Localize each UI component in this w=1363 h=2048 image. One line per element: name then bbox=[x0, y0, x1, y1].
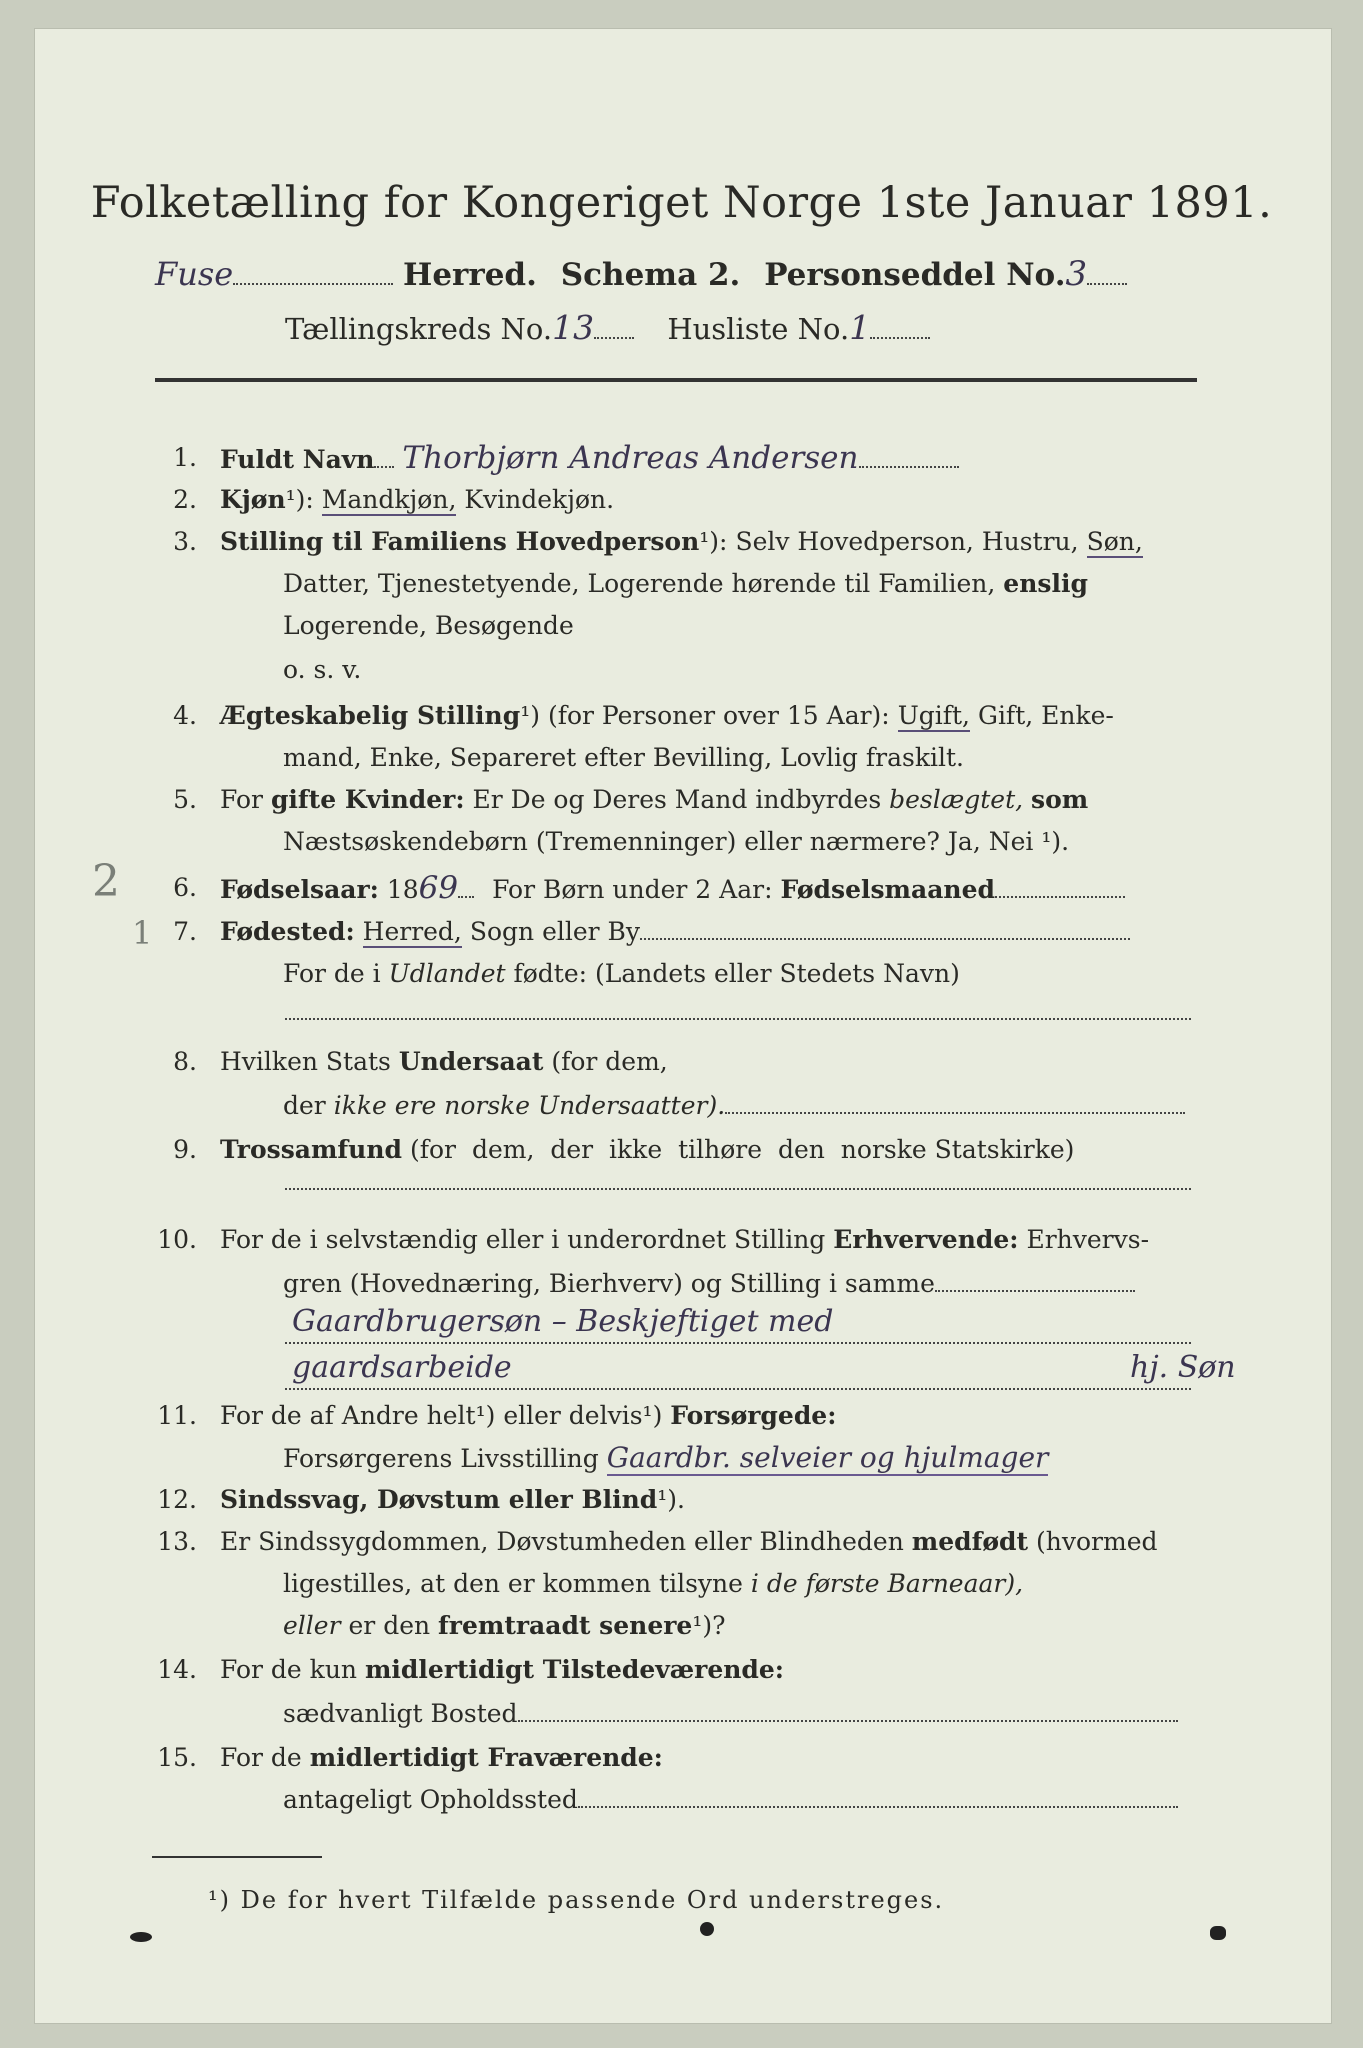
footnote: ¹) De for hvert Tilfælde passende Ord understreges. bbox=[208, 1886, 945, 1914]
header-line-1 bbox=[155, 254, 1127, 295]
ink-blot-right bbox=[1210, 1926, 1226, 1940]
q10-line-2 bbox=[283, 1266, 1135, 1302]
q7-margin-mark: 1 bbox=[132, 914, 153, 952]
q10-number: 10. bbox=[157, 1225, 197, 1254]
q6-number: 6. bbox=[173, 873, 197, 902]
q10-answer-underline-1 bbox=[285, 1342, 1191, 1344]
q4-option-ugift: Ugift, bbox=[897, 701, 971, 730]
q11-answer-value: Gaardbr. selveier og hjulmager bbox=[606, 1441, 1049, 1474]
q7-line-2-a: For de i bbox=[283, 959, 381, 988]
q14-number: 14. bbox=[157, 1655, 197, 1684]
q13-line-3-text: er den bbox=[348, 1611, 431, 1640]
q1-name-value: Thorbjørn Andreas Andersen bbox=[402, 440, 859, 476]
q13-line-3-end: ¹)? bbox=[692, 1611, 726, 1640]
q6-birth-year-value: 69 bbox=[418, 870, 459, 906]
q7-text: Sogn eller By bbox=[469, 917, 641, 946]
q9-label: Trossamfund bbox=[220, 1135, 403, 1164]
q15-line-2 bbox=[283, 1782, 1178, 1818]
q11-label: Forsørgede: bbox=[670, 1401, 837, 1430]
q5-label: gifte Kvinder: bbox=[270, 785, 465, 814]
q4-options: Gift, Enke- bbox=[977, 701, 1114, 730]
q6-fodselsmaaned-label: Fødselsmaaned bbox=[780, 875, 995, 904]
q11-sup-2: ¹) bbox=[642, 1401, 663, 1430]
q1-number: 1. bbox=[173, 443, 197, 472]
q13-line-2-italic: i de første Barneaar), bbox=[750, 1569, 1024, 1598]
q9-text: (for dem, der ikke tilhøre den norske bbox=[409, 1135, 927, 1164]
q11-line-2 bbox=[283, 1440, 1048, 1477]
personseddel-value: 3 bbox=[1065, 254, 1088, 294]
q8-label: Undersaat bbox=[398, 1047, 544, 1076]
ink-blot-left bbox=[130, 1932, 152, 1942]
q2-number: 2. bbox=[173, 485, 197, 514]
q3-options: Selv Hovedperson, Hustru, bbox=[735, 527, 1079, 556]
q3-number: 3. bbox=[173, 527, 197, 556]
q13-eller: eller bbox=[283, 1611, 341, 1640]
q5-som: som bbox=[1031, 785, 1089, 814]
q7-line-2 bbox=[283, 956, 960, 992]
q8-line-2 bbox=[283, 1088, 1185, 1124]
q5-beslaegtet: beslægtet, bbox=[889, 785, 1024, 814]
q2-sup: ¹): bbox=[285, 485, 314, 514]
q15-number: 15. bbox=[157, 1743, 197, 1772]
q15-label: midlertidigt Fraværende: bbox=[309, 1743, 663, 1772]
header-line-2 bbox=[285, 308, 930, 349]
q7-option-herred: Herred, bbox=[362, 917, 462, 946]
q8-line-2-italic: ikke ere norske Undersaatter). bbox=[333, 1091, 726, 1120]
q4-text: (for Personer over 15 Aar): bbox=[547, 701, 890, 730]
q14-line-2 bbox=[283, 1696, 1178, 1732]
q6-margin-mark: 2 bbox=[92, 856, 120, 907]
q4-label: Ægteskabelig Stilling bbox=[220, 701, 521, 730]
q2-option-mandkjon: Mandkjøn, bbox=[321, 485, 457, 514]
q7-line-2-b: fødte: (Landets eller Stedets Navn) bbox=[513, 959, 960, 988]
q10-label: Erhvervende: bbox=[833, 1225, 1019, 1254]
q11-text: For de af Andre helt bbox=[220, 1401, 476, 1430]
q11-line-2-text: Forsørgerens Livsstilling bbox=[283, 1444, 599, 1473]
header-rule bbox=[155, 378, 1197, 382]
q4-line-2: mand, Enke, Separeret efter Bevilling, Lovlig fraskilt. bbox=[283, 743, 964, 772]
q13-label: medfødt bbox=[911, 1527, 1029, 1556]
q14-line-2-text: sædvanligt Bosted bbox=[283, 1699, 518, 1728]
q9-statskirke: Statskirke) bbox=[934, 1135, 1075, 1164]
q3-line-4: o. s. v. bbox=[283, 655, 362, 684]
husliste-label: Husliste No. bbox=[667, 312, 850, 346]
q8-der: der bbox=[283, 1091, 326, 1120]
q2-option-kvindekjon: Kvindekjøn. bbox=[464, 485, 615, 514]
q10-text: For de i selvstændig eller i underordnet Stilling bbox=[220, 1225, 826, 1254]
q10-margin-note: hj. Søn bbox=[1130, 1350, 1236, 1385]
q6-year-prefix: 18 bbox=[386, 875, 419, 904]
q3-line-3: Logerende, Besøgende bbox=[283, 611, 574, 640]
q3-sup: ¹): bbox=[699, 527, 728, 556]
q10-answer-line-2: gaardsarbeide bbox=[292, 1350, 512, 1385]
q3-line-2 bbox=[283, 566, 1088, 602]
q5-number: 5. bbox=[173, 785, 197, 814]
q8-text: Hvilken Stats bbox=[220, 1047, 391, 1076]
q7-udlandet: Udlandet bbox=[388, 959, 506, 988]
q7-label: Fødested: bbox=[220, 917, 355, 946]
q15-line-2-text: antageligt Opholdssted bbox=[283, 1785, 578, 1814]
q9-answer-line bbox=[285, 1188, 1191, 1190]
q10-answer-underline-2 bbox=[285, 1388, 1191, 1390]
q13-line-3 bbox=[283, 1608, 726, 1644]
q7-answer-line bbox=[285, 1018, 1191, 1020]
q5-for: For bbox=[220, 785, 263, 814]
kreds-label: Tællingskreds No. bbox=[285, 312, 553, 346]
q15-text: For de bbox=[220, 1743, 302, 1772]
q13-text: Er Sindssygdommen, Døvstumheden eller Blindheden bbox=[220, 1527, 904, 1556]
q9-number: 9. bbox=[173, 1135, 197, 1164]
q3-line-2-text: Datter, Tjenestetyende, Logerende hørende til Familien, bbox=[283, 569, 996, 598]
q13-fremtraadt: fremtraadt senere bbox=[438, 1611, 693, 1640]
q8-text-b: (for dem, bbox=[551, 1047, 668, 1076]
q10-line-2-text: gren (Hovednæring, Bierhverv) og Stilling i samme bbox=[283, 1269, 935, 1298]
q4-number: 4. bbox=[173, 701, 197, 730]
q6-label: Fødselsaar: bbox=[220, 875, 379, 904]
q1-label: Fuldt Navn bbox=[220, 445, 375, 474]
q12-label: Sindssvag, Døvstum eller Blind bbox=[220, 1485, 658, 1514]
schema-label: Schema 2. bbox=[560, 257, 741, 293]
q14-text: For de kun bbox=[220, 1655, 358, 1684]
q13-number: 13. bbox=[157, 1527, 197, 1556]
q11-number: 11. bbox=[157, 1401, 197, 1430]
q10-answer-line-1: Gaardbrugersøn – Beskjeftiget med bbox=[292, 1304, 834, 1339]
q6-text: For Børn under 2 Aar: bbox=[492, 875, 773, 904]
form-title: Folketælling for Kongeriget Norge 1ste Januar 1891. bbox=[90, 178, 1273, 228]
q10-text-b: Erhvervs- bbox=[1026, 1225, 1150, 1254]
q7-number: 7. bbox=[173, 917, 197, 946]
q12-sup: ¹). bbox=[657, 1485, 686, 1514]
herred-value: Fuse bbox=[155, 255, 234, 293]
q8-number: 8. bbox=[173, 1047, 197, 1076]
q13-line-2 bbox=[283, 1566, 1023, 1602]
q11-text-b: eller delvis bbox=[503, 1401, 643, 1430]
q11-sup-1: ¹) bbox=[475, 1401, 496, 1430]
q4-sup: ¹) bbox=[520, 701, 540, 730]
husliste-value: 1 bbox=[849, 308, 871, 347]
q13-line-2-text: ligestilles, at den er kommen tilsyne bbox=[283, 1569, 743, 1598]
personseddel-label: Personseddel No. bbox=[764, 257, 1066, 293]
q14-label: midlertidigt Tilstedeværende: bbox=[364, 1655, 785, 1684]
q13-text-b: (hvormed bbox=[1036, 1527, 1158, 1556]
footnote-rule bbox=[152, 1856, 322, 1858]
q3-enslig: enslig bbox=[1003, 569, 1088, 598]
q5-text: Er De og Deres Mand indbyrdes bbox=[472, 785, 882, 814]
q12-number: 12. bbox=[157, 1485, 197, 1514]
ink-blot-center bbox=[700, 1922, 714, 1936]
q5-line-2: Næstsøskendebørn (Tremenninger) eller nærmere? Ja, Nei ¹). bbox=[283, 827, 1070, 856]
kreds-value: 13 bbox=[552, 308, 595, 347]
q3-label: Stilling til Familiens Hovedperson bbox=[220, 527, 700, 556]
herred-label: Herred. bbox=[403, 257, 537, 293]
q2-label: Kjøn bbox=[220, 485, 286, 514]
q3-option-son: Søn, bbox=[1086, 527, 1143, 556]
